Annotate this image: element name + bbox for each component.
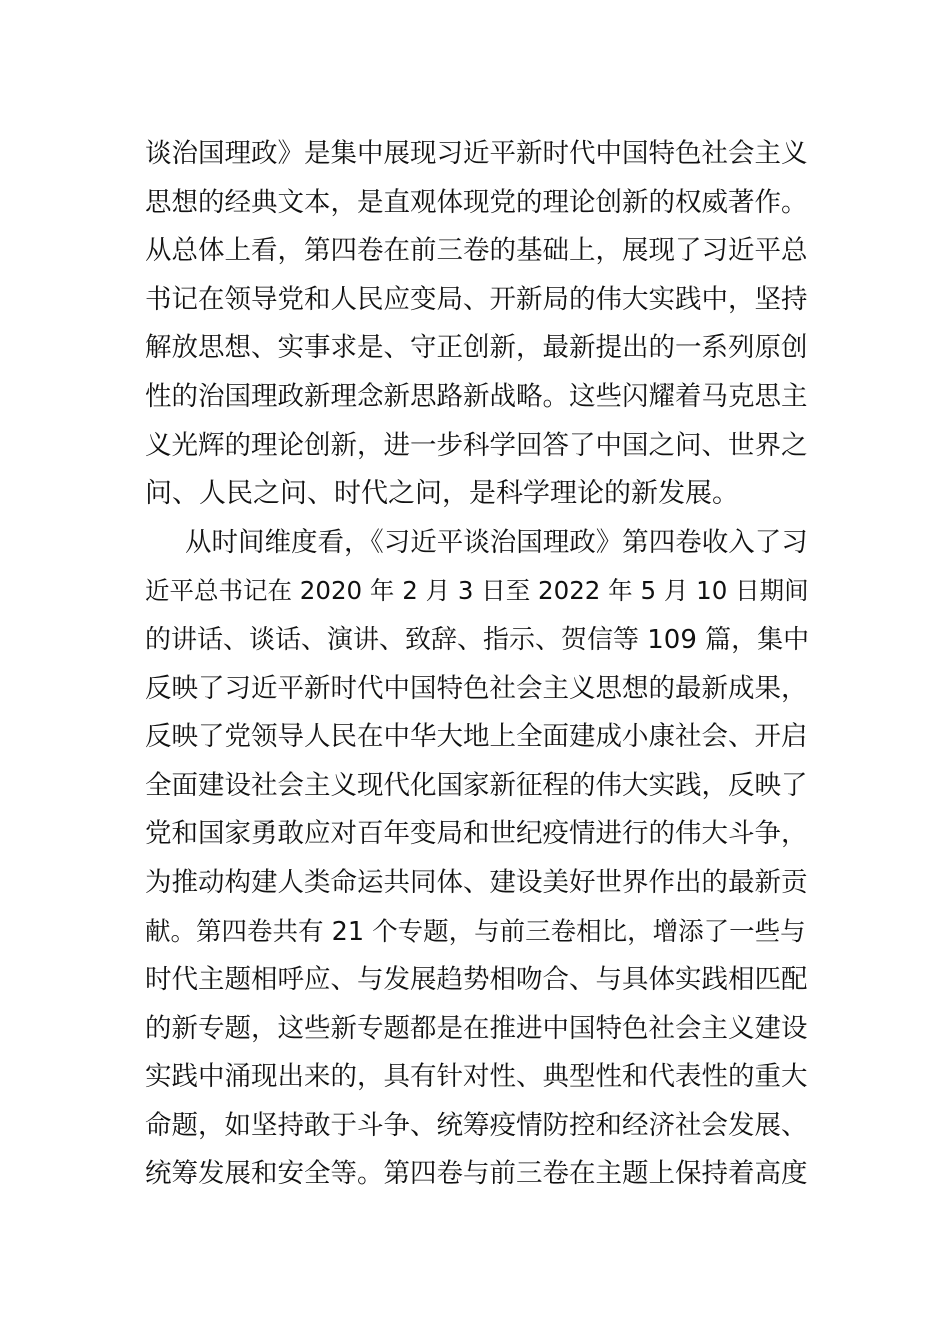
text-line: 思想的经典文本，是直观体现党的理论创新的权威著作。 bbox=[145, 186, 808, 218]
text-line: 的讲话、谈话、演讲、致辞、指示、贺信等 109 篇，集中 bbox=[145, 624, 810, 655]
text-line: 性的治国理政新理念新思路新战略。这些闪耀着马克思主 bbox=[145, 380, 808, 412]
text-line: 命题，如坚持敢于斗争、统筹疫情防控和经济社会发展、 bbox=[145, 1109, 808, 1141]
text-line: 问、人民之问、时代之问，是科学理论的新发展。 bbox=[145, 478, 739, 510]
text-line: 解放思想、实事求是、守正创新，最新提出的一系列原创 bbox=[145, 332, 808, 364]
text-line: 党和国家勇敢应对百年变局和世纪疫情进行的伟大斗争， bbox=[145, 818, 808, 850]
text-line: 谈治国理政》是集中展现习近平新时代中国特色社会主义 bbox=[145, 138, 808, 169]
text-line: 义光辉的理论创新，进一步科学回答了中国之问、世界之 bbox=[145, 429, 808, 461]
text-line: 书记在领导党和人民应变局、开新局的伟大实践中，坚持 bbox=[145, 283, 808, 315]
body-text bbox=[145, 130, 815, 1199]
text-line: 从总体上看，第四卷在前三卷的基础上，展现了习近平总 bbox=[145, 235, 808, 267]
paragraph-first-line: 从时间维度看，《习近平谈治国理政》第四卷收入了习 bbox=[185, 526, 808, 558]
text-line: 时代主题相呼应、与发展趋势相吻合、与具体实践相匹配 bbox=[145, 964, 808, 996]
text-line: 统筹发展和安全等。第四卷与前三卷在主题上保持着高度 bbox=[145, 1158, 808, 1190]
text-line: 反映了党领导人民在中华大地上全面建成小康社会、开启 bbox=[145, 721, 808, 753]
text-line: 全面建设社会主义现代化国家新征程的伟大实践，反映了 bbox=[145, 769, 808, 801]
text-line: 献。第四卷共有 21 个专题，与前三卷相比，增添了一些与 bbox=[145, 916, 806, 947]
text-line: 实践中涌现出来的，具有针对性、典型性和代表性的重大 bbox=[145, 1061, 808, 1093]
text-line: 的新专题，这些新专题都是在推进中国特色社会主义建设 bbox=[145, 1012, 808, 1044]
text-line: 为推动构建人类命运共同体、建设美好世界作出的最新贡 bbox=[145, 866, 808, 898]
text-line: 反映了习近平新时代中国特色社会主义思想的最新成果， bbox=[145, 672, 808, 704]
text-line: 近平总书记在 2020 年 2 月 3 日至 2022 年 5 月 10 日期间 bbox=[145, 576, 809, 606]
